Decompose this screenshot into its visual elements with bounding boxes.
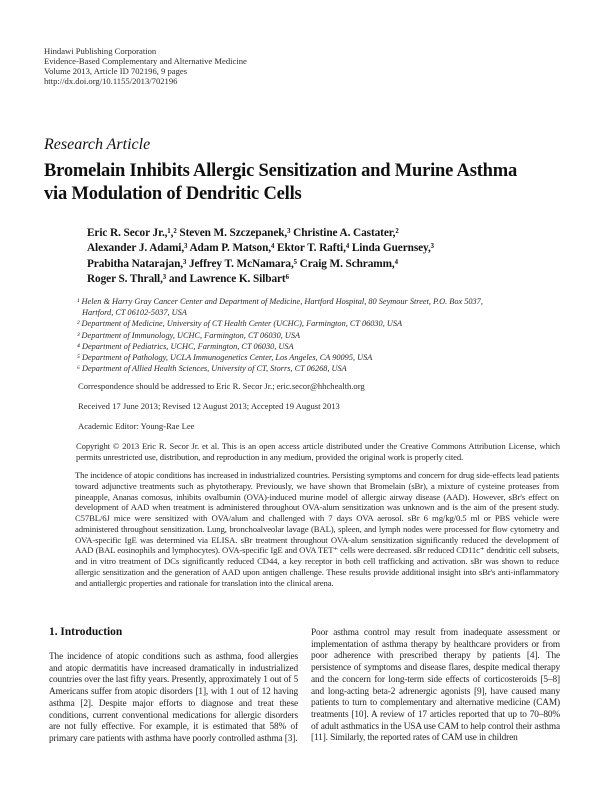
body-column-right: Poor asthma control may result from inadequate assessment or implementation of asthma therapy by healthcare providers or from poor adherence with prescribed therapy by patients [4]. The persistence of symptoms and disease flares, despite medical therapy and the concern for long-term side effects of corticosteroids [5–8] and long-acting beta-2 adrenergic agonists [9], have caused many patients to turn to complementary and alternative medicine (CAM) treatments [10]. A review of 17 articles reported that up to 70–80% of adult asthmatics in the USA use CAM to help control their asthma [11]. Similarly, the reported rates of CAM use in children (311, 628, 560, 744)
academic-editor-line: Academic Editor: Young-Rae Lee (78, 421, 195, 431)
affiliation-1-continued: Hartford, CT 06102-5037, USA (82, 308, 187, 318)
volume-info: Volume 2013, Article ID 702196, 9 pages (44, 66, 188, 76)
author-list (87, 226, 434, 287)
section-heading-introduction: 1. Introduction (49, 626, 123, 638)
article-title (44, 160, 517, 206)
author-line: Eric R. Secor Jr.,¹,² Steven M. Szczepanek,³ Christine A. Castater,² (87, 227, 399, 239)
article-type-label: Research Article (44, 136, 151, 153)
doi-url[interactable]: http://dx.doi.org/10.1155/2013/702196 (44, 76, 178, 86)
publisher-header (44, 46, 247, 86)
affiliation-6: ⁶ Department of Allied Health Sciences, University of CT, Storrs, CT 06268, USA (77, 364, 347, 374)
author-line: Alexander J. Adami,³ Adam P. Matson,⁴ Ektor T. Rafti,⁴ Linda Guernsey,³ (87, 242, 434, 255)
abstract-text: The incidence of atopic conditions has increased in industrialized countries. Persisting symptoms and concern for drug side-effects lead patients toward adjunctive treatments such as phytotherapy. Previously, we have shown that Bromelain (sBr), a mixture of cysteine proteases from pineapple, Ananas comosus, inhibits ovalbumin (OVA)-induced murine model of allergic airway disease (AAD). However, sBr's effect on development of AAD when treatment is administered throughout OVA-alum sensitization was unknown and is the aim of the present study. C57BL/6J mice were sensitized with OVA/alum and challenged with 7 days OVA aerosol. sBr 6 mg/kg/0.5 ml or PBS vehicle were administered throughout sensitization. Lung, bronchoalveolar lavage (BAL), spleen, and lymph nodes were processed for flow cytometry and OVA-specific IgE was determined via ELISA. sBr treatment throughout OVA-alum sensitization significantly reduced the development of AAD (BAL eosinophils and lymphocytes). OVA-specific IgE and OVA TET⁺ cells were decreased. sBr reduced CD11c⁺ dendritic cell subsets, and in vitro treatment of DCs significantly reduced CD44, a key receptor in both cell trafficking and activation. sBr was shown to reduce allergic sensitization and the generation of AAD upon antigen challenge. These results provide additional insight into sBr's anti-inflammatory and antiallergic properties and rationale for translation into the clinical arena. (75, 470, 559, 588)
affiliation-4: ⁴ Department of Pediatrics, UCHC, Farmington, CT 06030, USA (77, 341, 294, 351)
article-title-line-1: Bromelain Inhibits Allergic Sensitization and Murine Asthma (44, 161, 518, 181)
author-line: Prabitha Natarajan,³ Jeffrey T. McNamara,⁵ Craig M. Schramm,⁴ (87, 257, 398, 270)
author-line: Roger S. Thrall,³ and Lawrence K. Silbart⁶ (87, 272, 289, 285)
affiliation-list (77, 296, 483, 374)
affiliation-3: ³ Department of Immunology, UCHC, Farmington, CT 06030, USA (77, 330, 301, 340)
publisher-name: Hindawi Publishing Corporation (44, 46, 157, 56)
correspondence-line: Correspondence should be addressed to Eric R. Secor Jr.; eric.secor@hhchealth.org (78, 381, 365, 391)
article-title-line-2: via Modulation of Dendritic Cells (44, 184, 302, 204)
history-dates-line: Received 17 June 2013; Revised 12 August 2013; Accepted 19 August 2013 (78, 401, 340, 411)
body-column-left: The incidence of atopic conditions such as asthma, food allergies and atopic dermatitis have increased dramatically in industrialized countries over the last fifty years. Presently, approximately 1 out of 5 Americans suffer from atopic disorders [1], with 1 out of 12 having asthma [2]. Despite major efforts to diagnose and treat these conditions, current conventional medications for allergic disorders are not fully effective. For example, it is estimated that 58% of primary care patients with asthma have poorly controlled asthma [3]. (49, 652, 298, 744)
affiliation-2: ² Department of Medicine, University of CT Health Center (UCHC), Farmington, CT 06030, USA (77, 319, 403, 329)
affiliation-5: ⁵ Department of Pathology, UCLA Immunogenetics Center, Los Angeles, CA 90095, USA (77, 353, 373, 363)
copyright-notice: Copyright © 2013 Eric R. Secor Jr. et al. This is an open access article distributed under the Creative Commons Attribution License, which permits unrestricted use, distribution, and reproduction in any medium, provided the original work is properly cited. (76, 441, 560, 462)
journal-name: Evidence-Based Complementary and Alternative Medicine (44, 56, 247, 66)
affiliation-1: ¹ Helen & Harry Gray Cancer Center and Department of Medicine, Hartford Hospital, 80 Seymour Street, P.O. Box 5037, (77, 297, 483, 306)
